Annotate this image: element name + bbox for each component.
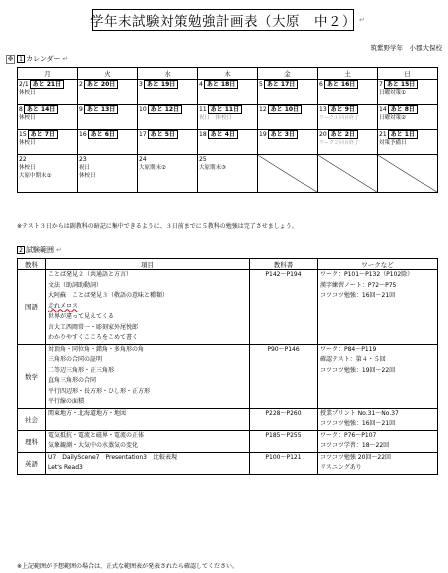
day-number: 6	[319, 81, 323, 88]
day-line	[19, 130, 76, 139]
items-cell	[46, 430, 250, 452]
day-note: 大原期末②	[139, 165, 166, 171]
days-remaining-badge: あと 8日	[388, 105, 418, 114]
calendar-day-cell	[78, 80, 138, 105]
day-number: 13	[319, 106, 327, 113]
day-number: 4	[199, 81, 203, 88]
calendar-day-cell	[18, 155, 78, 193]
work-cell	[318, 452, 438, 474]
subject-cell: 数学	[18, 344, 46, 408]
textbook-pages: P185〜P255	[265, 431, 302, 439]
day-note: 休校日	[79, 173, 96, 179]
day-number: 16	[79, 131, 87, 138]
range-column-header: 項目	[46, 259, 250, 270]
day-number: 5	[259, 81, 263, 88]
days-remaining-badge: あと 21日	[30, 80, 64, 89]
calendar-day-cell	[18, 130, 78, 155]
day-line	[19, 155, 76, 164]
day-note: 日曜対策①	[379, 90, 406, 96]
range-item: U7 DailyScene7 Presentation3 比較表現	[48, 453, 178, 461]
move-icon[interactable]: ✥	[7, 54, 14, 63]
days-remaining-badge: あと 13日	[84, 105, 118, 114]
work-cell	[318, 430, 438, 452]
paragraph-return-icon: ↵	[359, 16, 365, 24]
day-number: 19	[259, 131, 267, 138]
day-line	[319, 130, 376, 139]
work-item: 漢字練習ノート：P72〜P75	[320, 281, 397, 289]
calendar-week-row	[18, 105, 438, 130]
work-cell	[318, 270, 438, 345]
textbook-cell	[250, 270, 318, 345]
calendar-day-cell	[78, 105, 138, 130]
calendar-day-cell	[378, 130, 438, 155]
range-item: 関東地方・北海道地方・地図	[48, 409, 127, 417]
calendar-day-cell	[258, 80, 318, 105]
textbook-cell	[250, 344, 318, 408]
subject-cell: 理科	[18, 430, 46, 452]
textbook-cell	[250, 408, 318, 430]
day-number: 9	[79, 106, 83, 113]
calendar-day-cell	[318, 130, 378, 155]
textbook-pages: P228〜P260	[265, 409, 302, 417]
range-item: 平行線の面積	[48, 398, 85, 405]
items-cell	[46, 408, 250, 430]
days-remaining-badge: あと 11日	[208, 105, 242, 114]
calendar-day-cell	[18, 80, 78, 105]
textbook-pages: P90〜P146	[267, 345, 300, 353]
day-line	[79, 130, 136, 139]
calendar-day-cell	[18, 105, 78, 130]
day-note: 休校日	[19, 140, 36, 146]
textbook-pages: P100〜P121	[265, 453, 302, 461]
day-note: 休校日	[19, 115, 36, 121]
range-item: Let's Read3	[48, 464, 83, 471]
day-line	[199, 80, 256, 89]
range-item: 世界が違って見えてくる	[48, 313, 115, 320]
work-item: コツコツ勉強：19回〜22回	[320, 366, 396, 374]
calendar-day-cell	[258, 105, 318, 130]
calendar-empty-cell	[258, 155, 318, 193]
days-remaining-badge: あと 4日	[208, 130, 238, 139]
day-note: 日曜対策②	[379, 115, 406, 121]
author-line: 筑紫野学年 小郡大保校	[370, 44, 442, 52]
work-item: ワーク：P76〜P107	[320, 431, 377, 439]
work-cell	[318, 344, 438, 408]
day-line	[139, 105, 196, 114]
calendar-day-cell	[198, 130, 258, 155]
range-item: 三角形の合同の証明	[48, 356, 103, 363]
items-cell	[46, 344, 250, 408]
calendar-section-number: 1	[17, 55, 25, 63]
range-item: 言大工西岡常一・彫刻家外尾悦郎	[48, 323, 139, 331]
range-section-heading	[17, 245, 62, 255]
calendar-day-cell	[198, 105, 258, 130]
range-item: わかりやすくこころをこめて書く	[48, 334, 139, 341]
day-note: 大原中期末①	[19, 173, 52, 179]
day-note: 祝日 休校日	[199, 115, 233, 121]
textbook-pages: P142〜P194	[265, 271, 302, 278]
work-item: ワーク：P84〜P119	[320, 345, 377, 353]
calendar-day-cell	[198, 80, 258, 105]
calendar-section-heading	[6, 54, 68, 64]
calendar-day-cell	[258, 130, 318, 155]
day-line	[19, 105, 76, 114]
work-item: コツコツ学習：18〜22回	[320, 442, 390, 449]
day-number: 15	[19, 131, 27, 138]
day-line	[199, 105, 256, 114]
range-column-header: 教科	[18, 259, 46, 270]
day-note: ワーク２回目終了	[319, 140, 360, 146]
items-cell	[46, 270, 250, 345]
textbook-cell	[250, 452, 318, 474]
range-item: 気象観測・大気中の水蒸気の変化	[48, 442, 139, 449]
subject-cell: 社会	[18, 408, 46, 430]
day-number: 23	[79, 156, 87, 163]
day-line	[259, 105, 316, 114]
work-item: コツコツ勉強 20回〜22回	[320, 453, 392, 461]
calendar-day-cell	[378, 105, 438, 130]
range-note: ※上記範囲が予想範囲の場合は、正式な範囲表が発表されたら確認してください。	[17, 563, 239, 570]
days-remaining-badge: あと 10日	[268, 105, 302, 114]
calendar-day-cell	[78, 155, 138, 193]
day-number: 11	[199, 106, 207, 113]
calendar-week-row	[18, 155, 438, 193]
days-remaining-badge: あと 9日	[328, 105, 358, 114]
day-number: 8	[19, 106, 23, 113]
subject-cell: 英語	[18, 452, 46, 474]
paragraph-return-icon: ↵	[62, 55, 69, 63]
calendar-day-cell	[78, 130, 138, 155]
work-cell	[318, 408, 438, 430]
day-number: 10	[139, 106, 147, 113]
subject-cell: 国語	[18, 270, 46, 345]
day-line	[199, 130, 256, 139]
weekday-header: 日	[378, 68, 438, 80]
paragraph-return-icon: ↵	[56, 246, 62, 254]
calendar-day-cell	[318, 105, 378, 130]
range-item: 文法（助詞助動詞）	[48, 281, 103, 289]
day-number: 21	[379, 131, 387, 138]
weekday-header: 土	[318, 68, 378, 80]
calendar-day-cell	[138, 155, 198, 193]
work-item: コツコツ勉強：16回〜21回	[320, 292, 396, 299]
day-note: 休校日	[19, 90, 36, 96]
range-column-header: 教科書	[250, 259, 318, 270]
day-line	[139, 155, 196, 164]
calendar-section-label: カレンダー	[26, 55, 61, 63]
range-row	[18, 430, 438, 452]
days-remaining-badge: あと 17日	[264, 80, 298, 89]
weekday-header: 水	[138, 68, 198, 80]
work-item: ワーク：P101〜P132（P102除）	[320, 271, 414, 278]
weekday-header: 木	[198, 68, 258, 80]
days-remaining-badge: あと 6日	[88, 130, 118, 139]
days-remaining-badge: あと 20日	[84, 80, 118, 89]
days-remaining-badge: あと 7日	[28, 130, 58, 139]
range-section-number: 2	[17, 246, 25, 254]
day-line	[259, 130, 316, 139]
page-title: 学年末試験対策勉強計画表（大原 中２）	[90, 14, 356, 30]
work-item: コツコツ勉強：16回〜21回	[320, 420, 396, 427]
days-remaining-badge: あと 19日	[144, 80, 178, 89]
day-line	[79, 105, 136, 114]
day-line	[79, 155, 136, 164]
day-line	[19, 80, 76, 89]
day-line	[139, 80, 196, 89]
range-item: 大阿蘇 ことば発見３（敬語の意味と種類）	[48, 292, 169, 299]
day-line	[319, 80, 376, 89]
day-number: 18	[199, 131, 207, 138]
calendar-empty-cell	[318, 155, 378, 193]
calendar-week-row	[18, 130, 438, 155]
day-number: 24	[139, 156, 147, 163]
weekday-header: 火	[78, 68, 138, 80]
range-column-header: ワークなど	[318, 259, 438, 270]
days-remaining-badge: あと 2日	[328, 130, 358, 139]
day-number: 20	[319, 131, 327, 138]
day-line	[379, 130, 436, 139]
calendar-day-cell	[138, 130, 198, 155]
calendar-day-cell	[378, 80, 438, 105]
range-row	[18, 408, 438, 430]
day-line	[379, 105, 436, 114]
textbook-cell	[250, 430, 318, 452]
days-remaining-badge: あと 14日	[24, 105, 58, 114]
day-number: 14	[379, 106, 387, 113]
exam-range-table	[17, 258, 438, 475]
day-number: 22	[19, 156, 27, 163]
calendar-note: ※テスト３日からは副教科の暗記に集中できるように、３日前までに５教科の勉強は完了させましょう。	[17, 223, 298, 230]
range-row	[18, 270, 438, 345]
days-remaining-badge: あと 3日	[268, 130, 298, 139]
day-line	[319, 105, 376, 114]
day-number: 25	[199, 156, 207, 163]
days-remaining-badge: あと 1日	[388, 130, 418, 139]
days-remaining-badge: あと 15日	[384, 80, 418, 89]
day-number: 17	[139, 131, 147, 138]
range-item: ことば発見２（共通語と方言）	[48, 271, 133, 278]
range-item: 走れメロス	[48, 302, 79, 310]
day-number: 2	[79, 81, 83, 88]
day-note: 祝日	[79, 165, 91, 171]
items-cell	[46, 452, 250, 474]
day-note: 大原期末③	[199, 165, 226, 171]
day-note: 休校日	[19, 165, 36, 171]
page-title-box	[92, 9, 354, 31]
day-line	[259, 80, 316, 89]
day-note: ワーク１回目終了	[319, 115, 360, 121]
weekday-header: 金	[258, 68, 318, 80]
range-section-label: 試験範囲	[26, 246, 54, 254]
calendar-day-cell	[318, 80, 378, 105]
day-line	[199, 155, 256, 164]
work-item: リスニングあり	[320, 464, 362, 471]
days-remaining-badge: あと 5日	[148, 130, 178, 139]
range-item: 対頂角・同位角・錯角・多角形の角	[48, 345, 145, 353]
calendar-day-cell	[138, 105, 198, 130]
range-row	[18, 452, 438, 474]
day-number: 7	[379, 81, 383, 88]
calendar-table	[17, 67, 438, 193]
days-remaining-badge: あと 12日	[148, 105, 182, 114]
calendar-day-cell	[138, 80, 198, 105]
range-item: 直角三角形の合同	[48, 377, 97, 384]
range-item: 電気抵抗・電流と磁界・電流の正体	[48, 431, 145, 439]
range-header-row	[18, 259, 438, 270]
days-remaining-badge: あと 18日	[204, 80, 238, 89]
day-number: 2/1	[19, 81, 29, 88]
day-note: 対策予備日	[379, 140, 407, 146]
work-item: 確認テスト：第４・５回	[320, 356, 386, 363]
calendar-empty-cell	[378, 155, 438, 193]
calendar-week-row	[18, 80, 438, 105]
weekday-header: 月	[18, 68, 78, 80]
work-item: 授業プリント No.31〜No.37	[320, 409, 399, 417]
day-line	[79, 80, 136, 89]
day-line	[379, 80, 436, 89]
calendar-header-row	[18, 68, 438, 80]
days-remaining-badge: あと 16日	[324, 80, 358, 89]
range-row	[18, 344, 438, 408]
range-item: 二等辺三角形・正三角形	[48, 366, 115, 374]
range-item: 平行四辺形・長方形・ひし形・正方形	[48, 387, 151, 395]
day-number: 3	[139, 81, 143, 88]
calendar-day-cell	[198, 155, 258, 193]
day-number: 12	[259, 106, 267, 113]
day-line	[139, 130, 196, 139]
